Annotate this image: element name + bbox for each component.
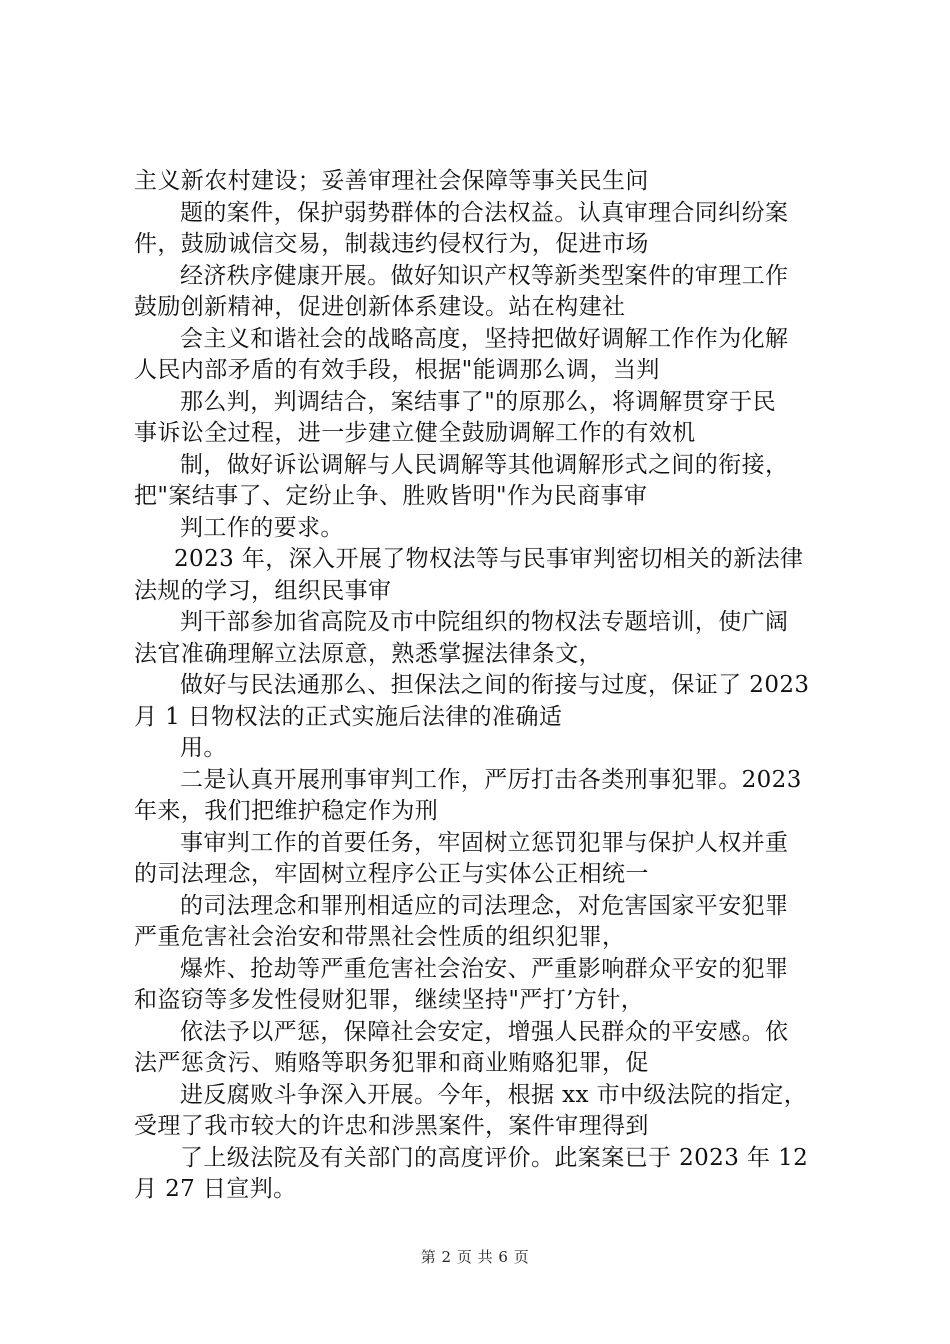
text-line: 题的案件，保护弱势群体的合法权益。认真审理合同纠纷案: [180, 199, 789, 226]
text-line: 月 27 日宣判。: [134, 1176, 297, 1202]
text-line: 会主义和谐社会的战略高度，坚持把做好调解工作作为化解: [180, 325, 789, 352]
text-line: 年来，我们把维护稳定作为刑: [134, 798, 439, 824]
text-line: 法官准确理解立法原意，熟悉掌握法律条文，: [134, 640, 602, 667]
text-line: 严重危害社会治安和带黑社会性质的组织犯罪，: [134, 924, 626, 950]
text-line: 事审判工作的首要任务，牢固树立惩罚犯罪与保护人权并重: [180, 829, 789, 856]
text-line: 的司法理念和罪刑相适应的司法理念，对危害国家平安犯罪: [180, 892, 789, 919]
text-line: 人民内部矛盾的有效手段，根据"能调那么调，当判: [134, 357, 660, 383]
text-line: 法规的学习，组织民事审: [134, 577, 392, 604]
text-line: 二是认真开展刑事审判工作，严厉打击各类刑事犯罪。2023: [180, 766, 802, 793]
text-line: 判干部参加省高院及市中院组织的物权法专题培训，使广阔: [180, 609, 789, 635]
text-line: 进反腐败斗争深入开展。今年，根据 xx 市中级法院的指定，: [180, 1081, 808, 1108]
text-line: 事诉讼全过程，进一步建立健全鼓励调解工作的有效机: [134, 420, 696, 446]
text-line: 的司法理念，牢固树立程序公正与实体公正相统一: [134, 861, 649, 887]
text-line: 依法予以严惩，保障社会安定，增强人民群众的平安感。依: [180, 1018, 789, 1045]
text-line: 鼓励创新精神，促进创新体系建设。站在构建社: [134, 294, 626, 320]
text-line: 制，做好诉讼调解与人民调解等其他调解形式之间的衔接，: [180, 451, 789, 478]
page-footer: 第 2 页 共 6 页: [420, 1248, 530, 1266]
text-line: 经济秩序健康开展。做好知识产权等新类型案件的审理工作: [180, 262, 789, 289]
text-line: 把"案结事了、定纷止争、胜败皆明"作为民商事审: [134, 483, 648, 509]
text-line: 受理了我市较大的许忠和涉黑案件，案件审理得到: [134, 1113, 649, 1139]
text-line: 2023 年，深入开展了物权法等与民事审判密切相关的新法律: [174, 546, 804, 572]
text-line: 用。: [180, 735, 227, 761]
document-body: [134, 166, 834, 1206]
text-line: 主义新农村建设；妥善审理社会保障等事关民生问: [134, 168, 649, 194]
text-line: 法严惩贪污、贿赂等职务犯罪和商业贿赂犯罪，促: [134, 1050, 649, 1076]
text-line: 判工作的要求。: [180, 514, 344, 541]
text-line: 爆炸、抢劫等严重危害社会治安、严重影响群众平安的犯罪: [180, 955, 789, 982]
text-line: 件，鼓励诚信交易，制裁违约侵权行为，促进市场: [134, 231, 649, 257]
text-line: 了上级法院及有关部门的高度评价。此案案已于 2023 年 12: [180, 1144, 809, 1171]
text-line: 和盗窃等多发性侵财犯罪，继续坚持"严打’方针，: [134, 987, 645, 1013]
text-line: 那么判，判调结合，案结事了"的原那么，将调解贯穿于民: [180, 388, 776, 415]
text-line: 月 1 日物权法的正式实施后法律的准确适: [134, 703, 563, 730]
text-line: 做好与民法通那么、担保法之间的衔接与过度，保证了 2023: [180, 672, 810, 698]
